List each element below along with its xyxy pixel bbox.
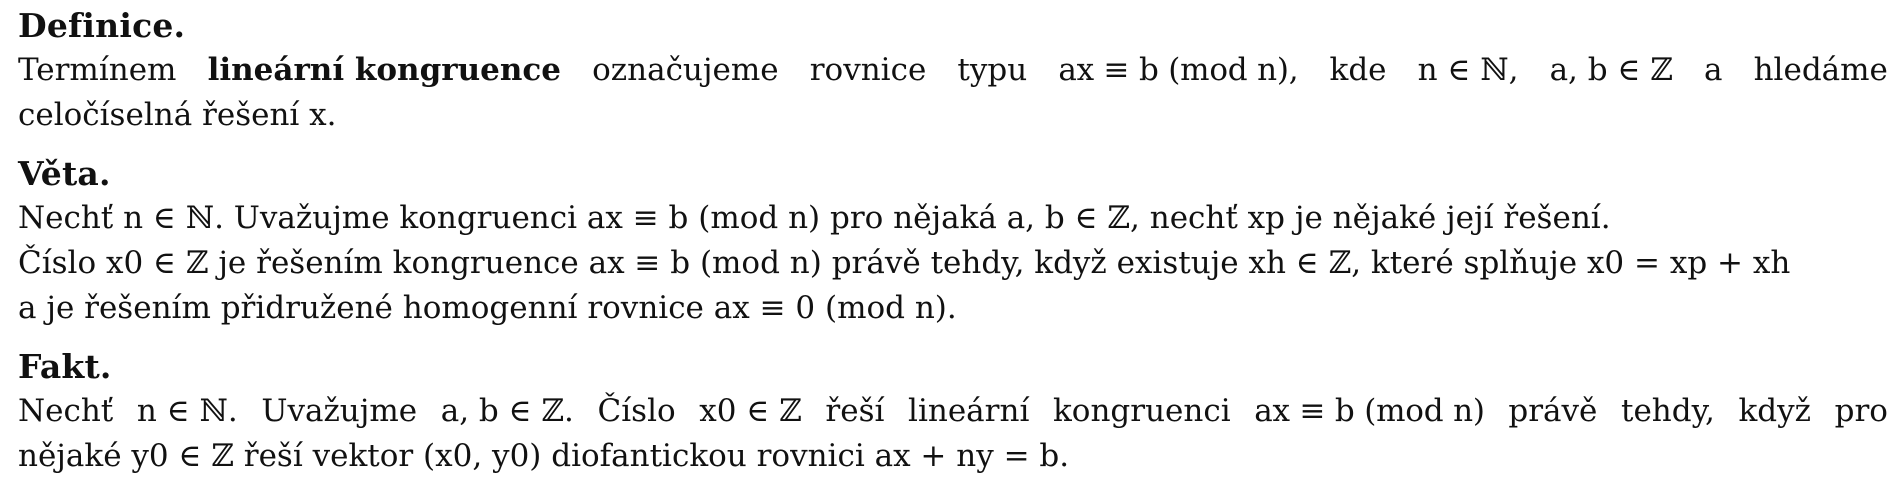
definition-heading: Definice.: [18, 6, 186, 45]
definition-term: lineární kongruence: [207, 52, 562, 88]
fact-word: když: [1738, 393, 1811, 429]
fact-section: [18, 345, 1888, 479]
definition-line-text: celočíselná řešení x.: [18, 97, 337, 133]
fact-word: Číslo: [597, 393, 676, 429]
definition-word: hledáme: [1753, 52, 1888, 88]
fact-n-formula: n ∈ ℕ.: [136, 393, 238, 429]
fact-word: Nechť: [18, 393, 114, 429]
theorem-line-text: a je řešením přidružené homogenní rovnice ax ≡ 0 (mod n).: [18, 290, 957, 326]
definition-ab-formula: a, b ∈ ℤ: [1549, 52, 1673, 88]
definition-word: a: [1704, 52, 1723, 88]
definition-congruence-formula: ax ≡ b (mod n),: [1058, 52, 1299, 88]
fact-word: řeší: [825, 393, 885, 429]
theorem-section: [18, 152, 1888, 331]
fact-line-2: [18, 434, 1888, 479]
theorem-heading: Věta.: [18, 154, 111, 193]
definition-word: Termínem: [18, 52, 177, 88]
fact-heading: Fakt.: [18, 347, 112, 386]
fact-line-text: nějaké y0 ∈ ℤ řeší vektor (x0, y0) diofantickou rovnici ax + ny = b.: [18, 438, 1070, 474]
fact-ab-formula: a, b ∈ ℤ.: [440, 393, 574, 429]
definition-word: typu: [957, 52, 1028, 88]
definition-line-1: [18, 48, 1888, 93]
fact-x0-formula: x0 ∈ ℤ: [699, 393, 802, 429]
theorem-line-text: Nechť n ∈ ℕ. Uvažujme kongruenci ax ≡ b (mod n) pro nějaká a, b ∈ ℤ, nechť xp je nějaké její řešení.: [18, 200, 1611, 236]
fact-congruence-formula: ax ≡ b (mod n): [1254, 393, 1485, 429]
fact-word: právě: [1508, 393, 1598, 429]
fact-word: tehdy,: [1621, 393, 1715, 429]
fact-line-1: [18, 389, 1888, 434]
definition-word: rovnice: [809, 52, 927, 88]
fact-word: kongruenci: [1053, 393, 1231, 429]
theorem-line-2: [18, 241, 1888, 286]
definition-line-2: [18, 93, 1888, 138]
definition-n-formula: n ∈ ℕ,: [1417, 52, 1519, 88]
fact-word: Uvažujme: [261, 393, 418, 429]
definition-section: [18, 4, 1888, 138]
definition-word: označujeme: [592, 52, 779, 88]
fact-word: pro: [1834, 393, 1888, 429]
fact-word: lineární: [908, 393, 1030, 429]
definition-word: kde: [1329, 52, 1387, 88]
theorem-line-1: [18, 196, 1888, 241]
theorem-line-3: [18, 286, 1888, 331]
theorem-line-text: Číslo x0 ∈ ℤ je řešením kongruence ax ≡ b (mod n) právě tehdy, když existuje xh ∈ ℤ, které splňuje x0 = xp + xh: [18, 245, 1791, 281]
